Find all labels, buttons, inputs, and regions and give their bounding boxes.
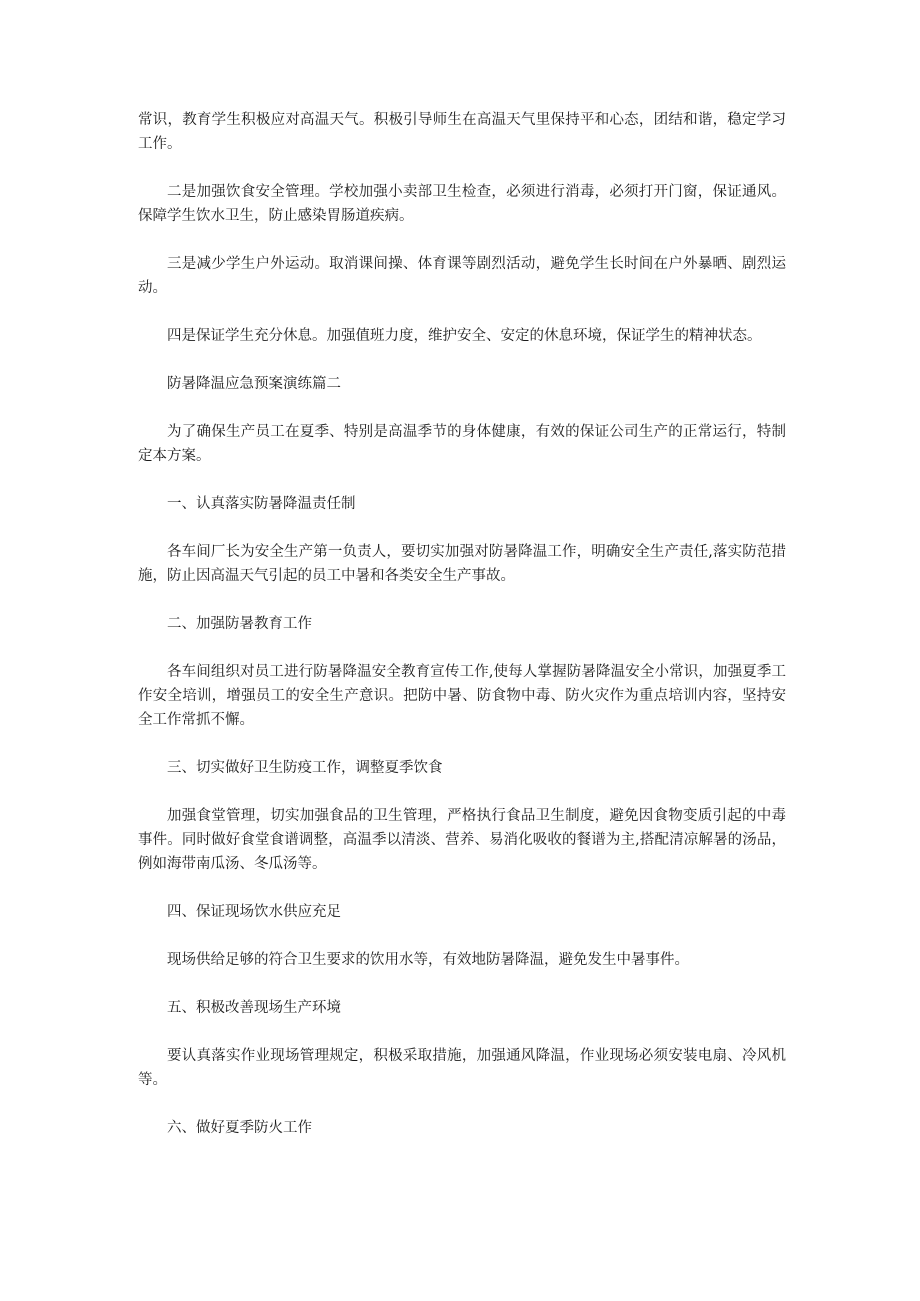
document-page <box>138 108 786 1164</box>
paragraph-outdoor-activity: 三是减少学生户外运动。取消课间操、体育课等剧烈活动，避免学生长时间在户外暴晒、剧烈运动。 <box>138 256 786 296</box>
paragraph-food-safety: 二是加强饮食安全管理。学校加强小卖部卫生检查，必须进行消毒，必须打开门窗，保证通风。保障学生饮水卫生，防止感染胃肠道疾病。 <box>138 184 786 224</box>
paragraph-purpose: 为了确保生产员工在夏季、特别是高温季节的身体健康，有效的保证公司生产的正常运行，特制定本方案。 <box>138 424 786 464</box>
heading-education: 二、加强防暑教育工作 <box>167 616 312 632</box>
paragraph-responsibility: 各车间厂长为安全生产第一负责人，要切实加强对防暑降温工作，明确安全生产责任,落实防范措施，防止因高温天气引起的员工中暑和各类安全生产事故。 <box>138 544 786 584</box>
paragraph-hygiene: 加强食堂管理，切实加强食品的卫生管理，严格执行食品卫生制度，避免因食物变质引起的中毒事件。同时做好食堂食谱调整，高温季以清淡、营养、易消化吸收的餐谱为主,搭配清凉解暑的汤品，例如海带南瓜汤、冬瓜汤等。 <box>138 808 786 872</box>
heading-environment: 五、积极改善现场生产环境 <box>167 1000 341 1016</box>
paragraph-environment: 要认真落实作业现场管理规定，积极采取措施，加强通风降温，作业现场必须安装电扇、冷风机等。 <box>138 1048 786 1088</box>
heading-water-supply: 四、保证现场饮水供应充足 <box>167 904 341 920</box>
paragraph-water-supply: 现场供给足够的符合卫生要求的饮用水等，有效地防暑降温，避免发生中暑事件。 <box>167 952 689 968</box>
paragraph-rest: 四是保证学生充分休息。加强值班力度，维护安全、安定的休息环境，保证学生的精神状态。 <box>167 328 762 344</box>
section-title-part-two: 防暑降温应急预案演练篇二 <box>167 376 341 392</box>
paragraph-education: 各车间组织对员工进行防暑降温安全教育宣传工作,使每人掌握防暑降温安全小常识，加强夏季工作安全培训，增强员工的安全生产意识。把防中暑、防食物中毒、防火灾作为重点培训内容，坚持安全工作常抓不懈。 <box>138 664 786 728</box>
heading-hygiene: 三、切实做好卫生防疫工作，调整夏季饮食 <box>167 760 443 776</box>
heading-responsibility: 一、认真落实防暑降温责任制 <box>167 496 356 512</box>
paragraph-continuation: 常识，教育学生积极应对高温天气。积极引导师生在高温天气里保持平和心态，团结和谐，稳定学习工作。 <box>138 112 786 152</box>
heading-fire-prevention: 六、做好夏季防火工作 <box>167 1120 312 1136</box>
